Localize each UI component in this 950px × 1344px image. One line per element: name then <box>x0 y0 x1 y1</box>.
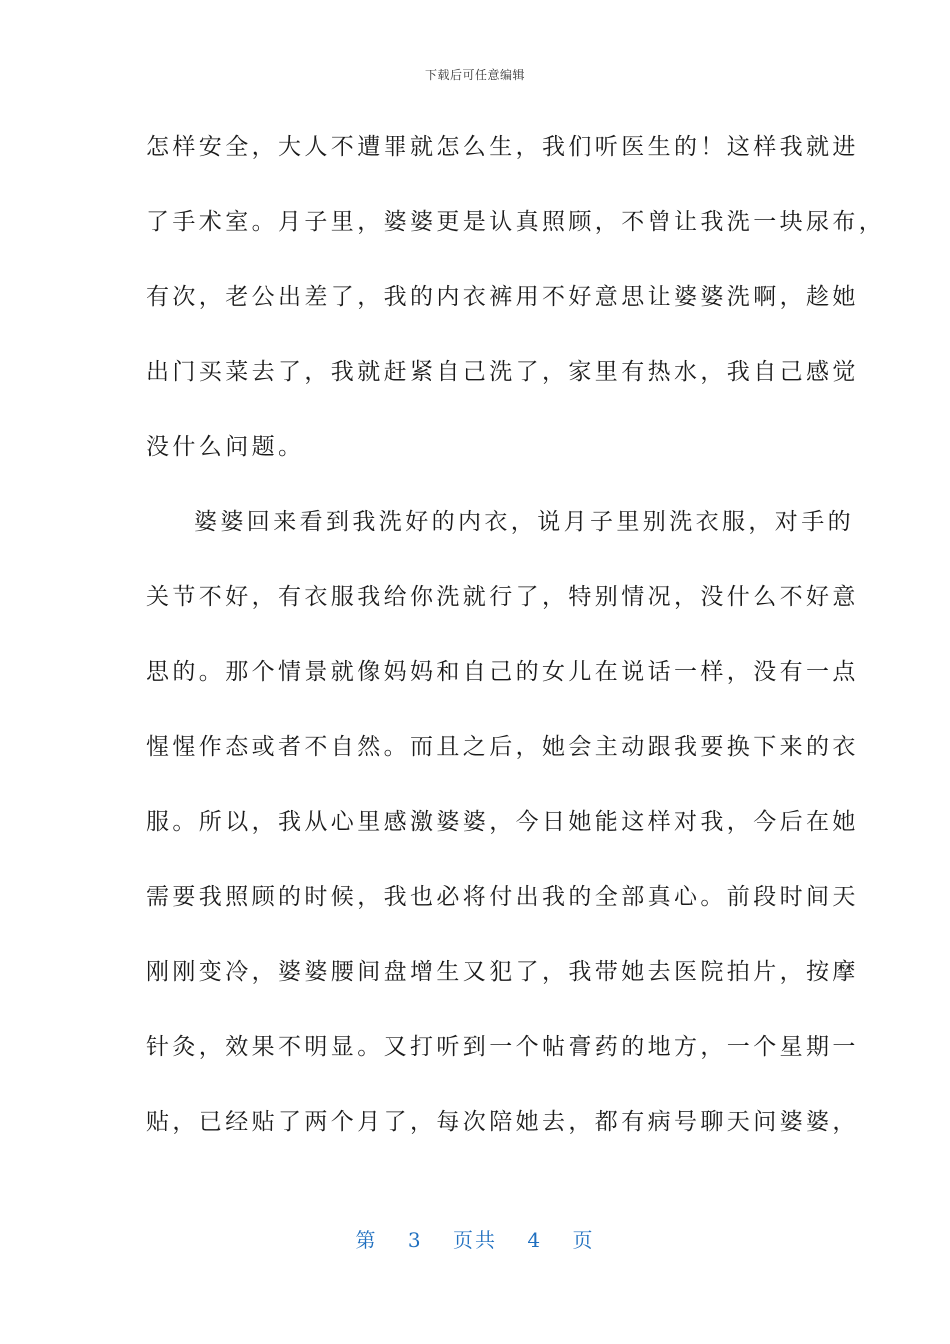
text-line: 服。所以，我从心里感激婆婆，今日她能这样对我，今后在她 <box>146 809 859 835</box>
total-pages-number: 4 <box>527 1228 543 1252</box>
page-footer <box>0 1224 950 1253</box>
text-line: 针灸，效果不明显。又打听到一个帖膏药的地方，一个星期一 <box>146 1034 859 1060</box>
text-line: 了手术室。月子里，婆婆更是认真照顾，不曾让我洗一块尿布， <box>146 209 886 235</box>
footer-suffix: 页 <box>572 1228 595 1252</box>
text-line: 惺惺作态或者不自然。而且之后，她会主动跟我要换下来的衣 <box>146 734 859 760</box>
text-line: 怎样安全，大人不遭罪就怎么生，我们听医生的！这样我就进 <box>146 134 859 160</box>
text-line: 刚刚变冷，婆婆腰间盘增生又犯了，我带她去医院拍片，按摩 <box>146 959 859 985</box>
page-header-note: 下载后可任意编辑 <box>424 68 525 82</box>
footer-prefix: 第 <box>355 1228 378 1252</box>
current-page-number: 3 <box>407 1228 423 1252</box>
footer-middle: 页共 <box>453 1228 497 1252</box>
text-line: 没什么问题。 <box>146 434 305 460</box>
document-body <box>146 120 886 1170</box>
text-line: 思的。那个情景就像妈妈和自己的女儿在说话一样，没有一点 <box>146 659 859 685</box>
text-line: 有次，老公出差了，我的内衣裤用不好意思让婆婆洗啊，趁她 <box>146 284 859 310</box>
text-line: 关节不好，有衣服我给你洗就行了，特别情况，没什么不好意 <box>146 584 859 610</box>
text-line: 需要我照顾的时候，我也必将付出我的全部真心。前段时间天 <box>146 884 859 910</box>
text-line: 出门买菜去了，我就赶紧自己洗了，家里有热水，我自己感觉 <box>146 359 859 385</box>
paragraph-first-line: 婆婆回来看到我洗好的内衣，说月子里别洗衣服，对手的 <box>194 509 854 535</box>
text-line: 贴，已经贴了两个月了，每次陪她去，都有病号聊天问婆婆， <box>146 1109 859 1135</box>
